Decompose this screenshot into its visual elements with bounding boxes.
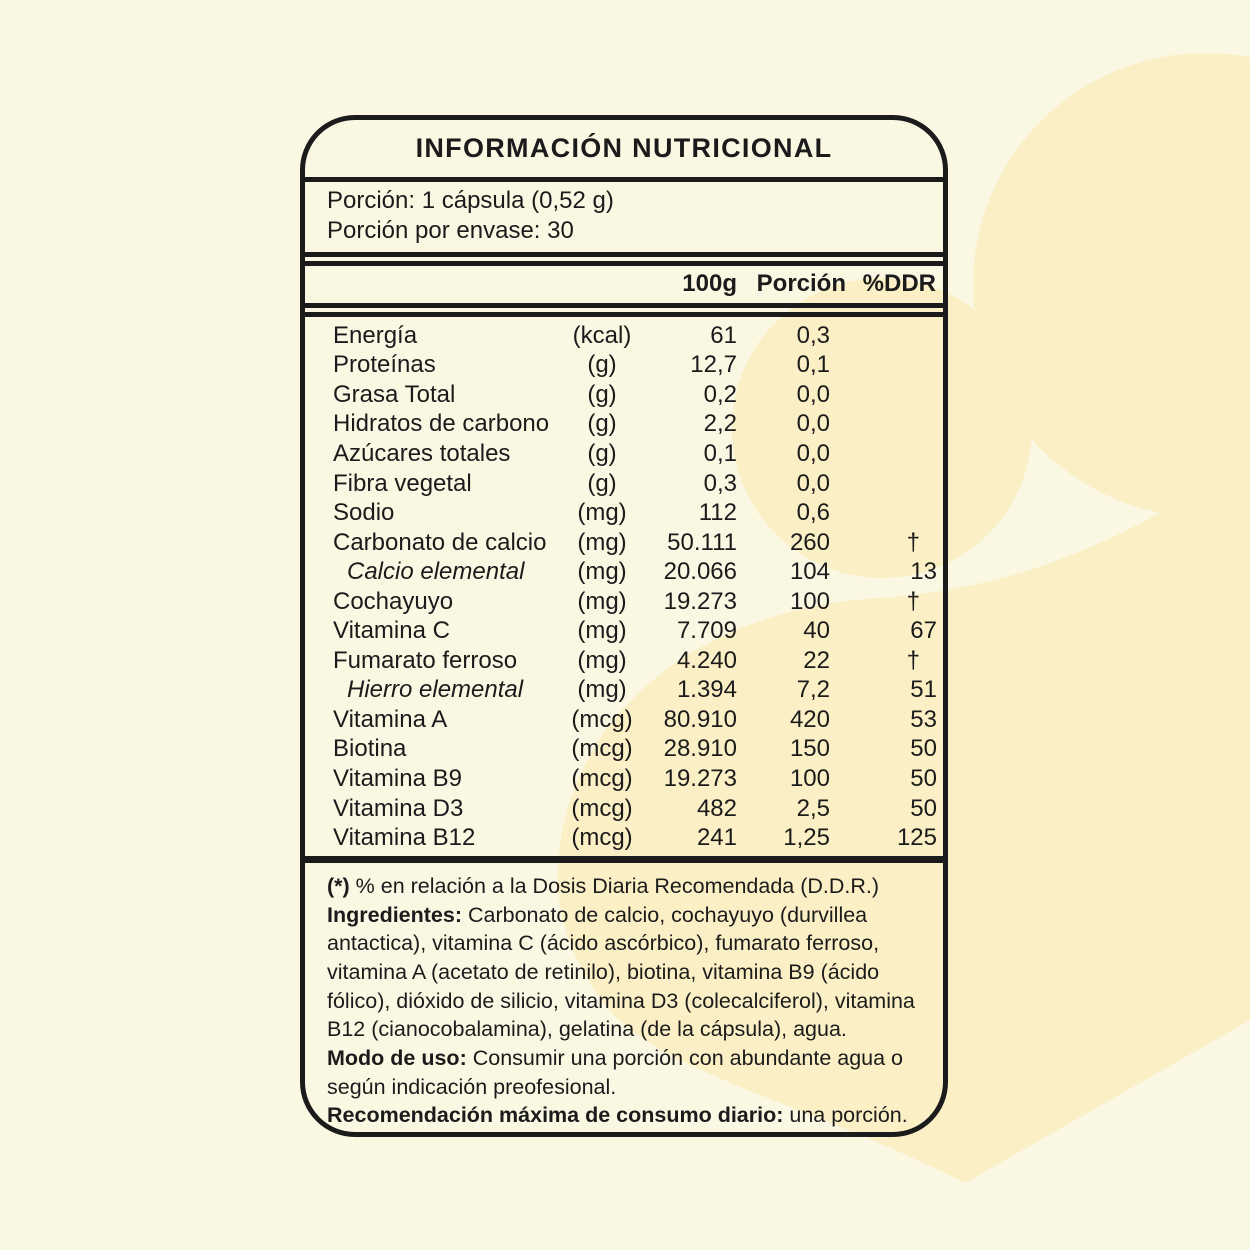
nutrient-name: Vitamina B9 [333,764,462,792]
value-per-portion: 100 [789,764,830,792]
value-per-100g: 0,2 [703,380,737,408]
nutrient-unit: (mg) [577,587,627,615]
value-per-100g: 112 [698,499,737,527]
ingredients-paragraph [327,901,931,1045]
nutrient-unit: (g) [587,351,617,379]
table-row [305,410,937,440]
value-ddr-percent: 67 [910,617,937,645]
max-daily-label: Recomendación máxima de consumo diario: [327,1103,784,1128]
value-per-100g: 0,1 [703,439,737,467]
value-per-100g: 28.910 [663,735,737,763]
value-per-portion: 150 [789,735,830,763]
nutrient-unit: (mcg) [571,735,633,763]
value-per-100g: 12,7 [690,351,737,379]
nutrient-name: Vitamina C [333,617,450,645]
value-per-100g: 50.111 [667,528,737,556]
nutrient-unit: (g) [587,439,617,467]
nutrition-label-panel [300,115,948,1137]
value-per-portion: 104 [789,558,830,586]
table-row [305,646,937,676]
value-per-portion: 0,0 [796,469,830,497]
table-row [305,794,937,824]
nutrient-unit: (mg) [577,676,627,704]
table-row [305,380,937,410]
value-per-portion: 1,25 [783,824,830,852]
ddr-footnote-asterisk: (*) [327,873,350,898]
nutrient-unit: (g) [587,469,617,497]
value-per-portion: 40 [803,617,830,645]
value-ddr-percent: 50 [910,794,937,822]
table-row [305,498,937,528]
serving-info [305,182,943,257]
column-header-100g: 100g [682,270,737,297]
nutrient-name: Fibra vegetal [333,469,472,497]
nutrient-unit: (mg) [577,528,627,556]
value-per-100g: 7.709 [676,617,737,645]
serving-size-line: Porción: 1 cápsula (0,52 g) [327,187,614,214]
nutrient-unit: (mcg) [571,764,633,792]
nutrient-name: Calcio elemental [347,558,525,586]
table-row [305,616,937,646]
value-ddr-percent: † [906,528,920,556]
value-per-portion: 22 [803,646,830,674]
value-ddr-percent: † [906,646,920,674]
column-header-ddr: %DDR [862,270,936,297]
value-per-100g: 19.273 [663,764,737,792]
table-row [305,735,937,765]
value-per-100g: 0,3 [703,469,737,497]
column-header-portion: Porción [756,270,846,297]
value-ddr-percent: 53 [910,705,937,733]
nutrient-name: Grasa Total [333,380,456,408]
table-row [305,823,937,853]
nutrition-table [305,312,943,856]
value-per-portion: 0,0 [796,380,830,408]
value-per-portion: 0,6 [796,499,830,527]
usage-label: Modo de uso: [327,1046,467,1071]
table-row [305,557,937,587]
nutrient-name: Hidratos de carbono [333,410,550,438]
table-row [305,321,937,351]
value-per-100g: 482 [696,794,737,822]
nutrient-unit: (mcg) [571,794,633,822]
value-per-100g: 1.394 [676,676,737,704]
table-row [305,469,937,499]
value-ddr-percent: 50 [910,735,937,763]
nutrient-unit: (g) [587,380,617,408]
footnotes-section [305,856,943,1132]
value-per-100g: 80.910 [663,705,737,733]
value-per-portion: 0,0 [796,439,830,467]
value-ddr-percent: † [906,587,920,615]
usage-text: Consumir una porción con abundante agua o según indicación preofesional. [327,1046,904,1099]
nutrient-name: Biotina [333,735,407,763]
value-ddr-percent: 13 [910,558,937,586]
nutrient-unit: (mg) [577,558,627,586]
table-row [305,764,937,794]
nutrient-unit: (mg) [577,499,627,527]
nutrient-name: Vitamina A [333,705,448,733]
ddr-footnote [327,872,931,901]
value-per-100g: 4.240 [676,646,737,674]
value-ddr-percent: 125 [896,824,937,852]
nutrient-unit: (mg) [577,617,627,645]
value-per-portion: 0,1 [796,351,830,379]
value-per-100g: 20.066 [663,558,737,586]
nutrient-name: Azúcares totales [333,439,511,467]
nutrient-name: Carbonato de calcio [333,528,547,556]
column-header-row [305,261,943,308]
value-per-portion: 0,0 [796,410,830,438]
table-row [305,351,937,381]
table-row [305,587,937,617]
value-per-100g: 2,2 [703,410,737,438]
table-row [305,439,937,469]
usage-paragraph [327,1044,931,1101]
nutrient-name: Energía [333,321,418,349]
nutrient-unit: (mcg) [571,824,633,852]
max-daily-paragraph [327,1101,931,1130]
nutrient-unit: (mcg) [571,705,633,733]
table-row [305,705,937,735]
value-per-portion: 420 [789,705,830,733]
ingredients-label: Ingredientes: [327,902,462,927]
nutrient-unit: (mg) [577,646,627,674]
value-ddr-percent: 51 [910,676,937,704]
nutrient-name: Vitamina B12 [333,824,476,852]
nutrient-unit: (kcal) [572,321,632,349]
value-per-portion: 7,2 [796,676,830,704]
table-row [305,528,937,558]
value-per-portion: 0,3 [796,321,830,349]
nutrient-name: Sodio [333,499,395,527]
value-per-100g: 61 [710,321,737,349]
ddr-footnote-text: % en relación a la Dosis Diaria Recomendada (D.D.R.) [349,873,880,898]
table-row [305,676,937,706]
nutrient-name: Fumarato ferroso [333,646,518,674]
value-per-portion: 260 [789,528,830,556]
value-per-100g: 19.273 [663,587,737,615]
value-per-portion: 100 [789,587,830,615]
value-per-portion: 2,5 [796,794,830,822]
max-daily-text: una porción. [783,1103,908,1128]
value-ddr-percent: 50 [910,764,937,792]
value-per-100g: 241 [696,824,737,852]
nutrient-unit: (g) [587,410,617,438]
nutrient-name: Vitamina D3 [333,794,464,822]
nutrition-table-body [305,321,937,853]
ingredients-text: Carbonato de calcio, cochayuyo (durvillea antactica), vitamina C (ácido ascórbico), fumarato ferroso, vitamina A (acetato de retinilo), biotina, vitamina B9 (ácido fólico), dióxido de silicio, vitamina D3 (colecalciferol), vitamina B12 (cianocobalamina), gelatina (de la cápsula), agua. [327,902,915,1042]
nutrient-name: Hierro elemental [347,676,524,704]
nutrient-name: Proteínas [333,351,436,379]
label-title: INFORMACIÓN NUTRICIONAL [305,120,943,182]
servings-per-container-line: Porción por envase: 30 [327,217,574,244]
nutrient-name: Cochayuyo [333,587,454,615]
